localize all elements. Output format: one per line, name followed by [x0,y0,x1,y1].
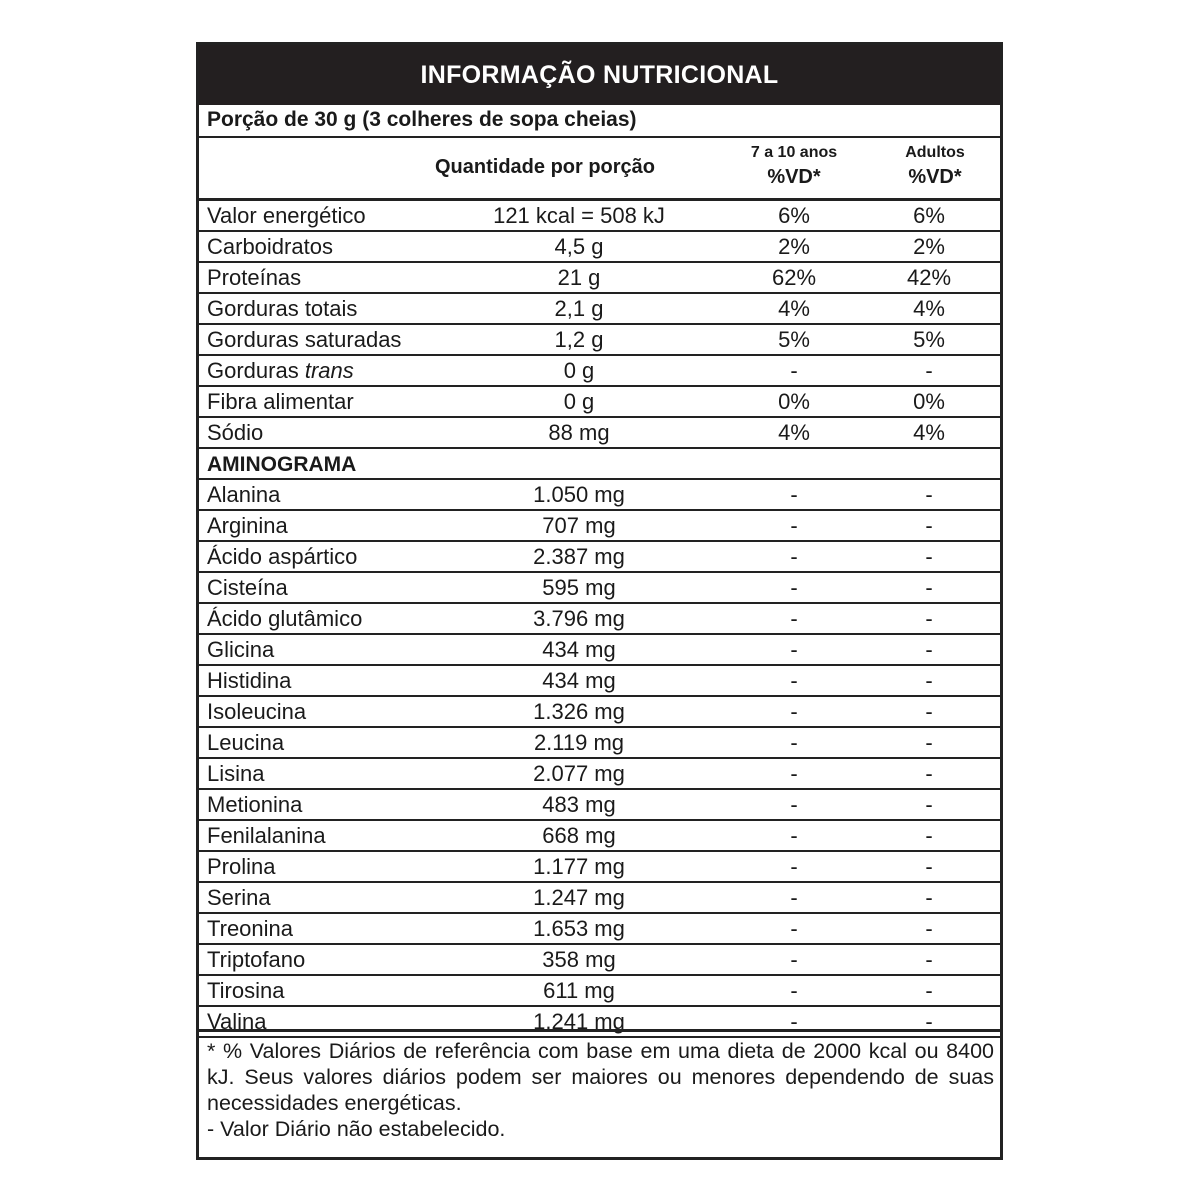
quantity-value: 1.653 mg [533,916,625,941]
nutrient-name: Valina [207,1009,267,1034]
kids-vd-value: - [790,947,798,972]
adults-vd-value: 0% [913,389,945,414]
quantity-value: 1.050 mg [533,482,625,507]
kids-vd-value: - [790,699,798,724]
kids-age-label: 7 a 10 anos [750,144,838,161]
kids-vd-value: - [790,637,798,662]
table-row [199,728,1000,759]
kids-vd-value: - [790,916,798,941]
column-headers [199,138,1000,201]
adults-vd-value: - [925,637,933,662]
footnote-reference: * % Valores Diários de referência com base em uma dieta de 2000 kcal ou 8400 kJ. Seus valores diários podem ser maiores ou menores dependendo de suas necessidades energéticas. [207,1039,994,1115]
quantity-value: 434 mg [542,668,616,693]
quantity-value: 1.247 mg [533,885,625,910]
quantity-value: 21 g [557,265,601,290]
aminogram-heading: AMINOGRAMA [199,449,1000,480]
quantity-header: Quantidade por porção [435,156,656,178]
table-row [199,325,1000,356]
quantity-value: 595 mg [542,575,616,600]
adults-vd-value: - [925,513,933,538]
quantity-value: 483 mg [542,792,616,817]
table-row [199,852,1000,883]
nutrient-name: Alanina [207,482,281,507]
adults-vd-value: - [925,947,933,972]
table-row [199,480,1000,511]
kids-vd-value: - [790,358,798,383]
adults-column-header [879,144,991,192]
table-row [199,511,1000,542]
quantity-value: 434 mg [542,637,616,662]
table-row [199,263,1000,294]
adults-vd-value: - [925,823,933,848]
kids-vd-value: 62% [771,265,817,290]
nutrient-name: Histidina [207,668,292,693]
nutrition-facts-label [196,42,1003,1160]
nutrient-name: Arginina [207,513,288,538]
nutrient-name: Glicina [207,637,275,662]
footnote [199,1029,1000,1157]
nutrient-name: Serina [207,885,271,910]
nutrient-name: Proteínas [207,265,302,290]
nutrient-name: Isoleucina [207,699,307,724]
quantity-value: 1.241 mg [533,1009,625,1034]
table-row [199,697,1000,728]
kids-vd-value: 4% [778,420,810,445]
footnote-not-established: - Valor Diário não estabelecido. [207,1117,506,1141]
table-row [199,542,1000,573]
kids-vd-value: - [790,513,798,538]
nutrient-table [199,201,1000,449]
kids-vd-value: - [790,1009,798,1034]
kids-vd-value: - [790,978,798,1003]
portion-size: Porção de 30 g (3 colheres de sopa cheias) [199,105,1000,138]
nutrient-name: Gorduras totais [207,296,358,321]
adults-vd-value: 5% [913,327,945,352]
kids-vd-value: - [790,668,798,693]
adults-vd-value: - [925,482,933,507]
nutrient-name: Sódio [207,420,264,445]
table-row [199,759,1000,790]
table-row [199,232,1000,263]
kids-vd-value: 6% [778,203,810,228]
quantity-value: 0 g [563,389,595,414]
adults-vd-label: %VD* [908,166,962,188]
quantity-value: 0 g [563,358,595,383]
nutrient-name: Ácido aspártico [207,544,358,569]
kids-column-header [729,144,859,192]
adults-vd-value: - [925,916,933,941]
kids-vd-value: - [790,823,798,848]
nutrient-name: Fibra alimentar [207,389,354,414]
nutrient-name: Valor energético [207,203,366,228]
adults-vd-value: - [925,761,933,786]
nutrient-name: Lisina [207,761,265,786]
kids-vd-value: 4% [778,296,810,321]
quantity-value: 2.119 mg [533,730,625,755]
adults-vd-value: - [925,699,933,724]
nutrient-name: Ácido glutâmico [207,606,363,631]
kids-vd-value: - [790,885,798,910]
adults-vd-value: - [925,978,933,1003]
adults-vd-value: - [925,358,933,383]
adults-vd-value: - [925,668,933,693]
adults-vd-value: 42% [906,265,952,290]
quantity-value: 1.326 mg [533,699,625,724]
kids-vd-value: - [790,761,798,786]
quantity-value: 2.077 mg [533,761,625,786]
nutrient-name: Tirosina [207,978,285,1003]
table-row [199,914,1000,945]
table-row [199,790,1000,821]
kids-vd-value: 5% [778,327,810,352]
table-row [199,356,1000,387]
nutrient-name: Carboidratos [207,234,333,259]
adults-vd-value: - [925,854,933,879]
kids-vd-value: 2% [778,234,810,259]
table-row [199,573,1000,604]
kids-vd-value: - [790,606,798,631]
quantity-value: 4,5 g [554,234,604,259]
adults-vd-value: - [925,606,933,631]
quantity-value: 1,2 g [554,327,604,352]
adults-vd-value: - [925,544,933,569]
quantity-value: 2.387 mg [533,544,625,569]
quantity-value: 88 mg [548,420,610,445]
quantity-value: 1.177 mg [533,854,625,879]
kids-vd-value: - [790,482,798,507]
quantity-value: 611 mg [543,978,615,1003]
table-row [199,201,1000,232]
adults-vd-value: 4% [913,420,945,445]
kids-vd-label: %VD* [767,166,821,188]
label-title: INFORMAÇÃO NUTRICIONAL [199,45,1000,105]
table-row [199,387,1000,418]
table-row [199,294,1000,325]
quantity-value: 3.796 mg [533,606,625,631]
nutrient-name: Prolina [207,854,276,879]
nutrient-name: Gorduras saturadas [207,327,402,352]
kids-vd-value: - [790,730,798,755]
adults-vd-value: - [925,1009,933,1034]
kids-vd-value: - [790,544,798,569]
quantity-value: 707 mg [542,513,616,538]
table-row [199,635,1000,666]
quantity-value: 358 mg [542,947,616,972]
kids-vd-value: - [790,575,798,600]
adults-vd-value: - [925,575,933,600]
nutrient-name: Treonina [207,916,294,941]
kids-vd-value: 0% [778,389,810,414]
kids-vd-value: - [790,854,798,879]
table-row [199,883,1000,914]
nutrient-name: Fenilalanina [207,823,326,848]
adults-vd-value: - [925,885,933,910]
table-row [199,666,1000,697]
nutrient-name: Leucina [207,730,285,755]
nutrient-name: Metionina [207,792,303,817]
table-row [199,976,1000,1007]
table-row [199,604,1000,635]
nutrient-name: Cisteína [207,575,288,600]
adults-label: Adultos [905,144,965,161]
table-row [199,945,1000,976]
table-row [199,418,1000,449]
table-row [199,821,1000,852]
quantity-value: 121 kcal = 508 kJ [493,203,665,228]
quantity-value: 668 mg [542,823,616,848]
quantity-value: 2,1 g [554,296,604,321]
adults-vd-value: 2% [913,234,945,259]
adults-vd-value: 4% [913,296,945,321]
adults-vd-value: - [925,730,933,755]
nutrient-name: Triptofano [207,947,306,972]
aminogram-table [199,480,1000,1038]
kids-vd-value: - [790,792,798,817]
adults-vd-value: - [925,792,933,817]
nutrient-name: Gorduras trans [207,358,354,383]
adults-vd-value: 6% [913,203,945,228]
